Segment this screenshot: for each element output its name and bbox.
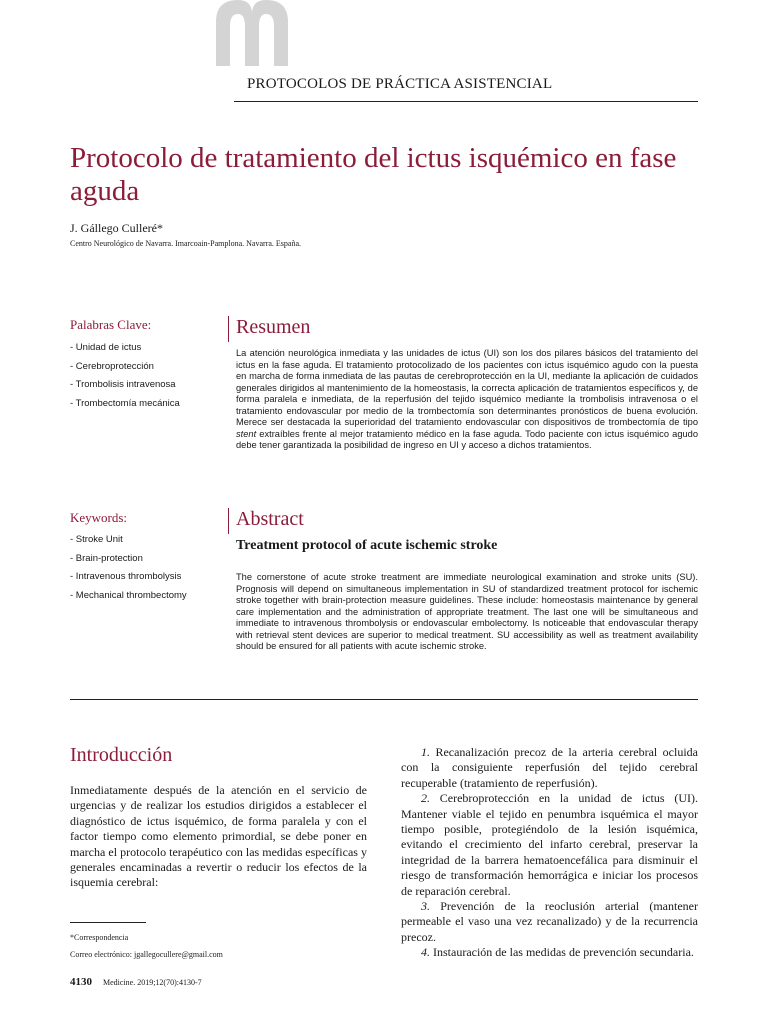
keyword-item: - Intravenous thrombolysis — [70, 571, 182, 582]
resumen-divider — [228, 316, 229, 342]
medicine-logo — [216, 0, 288, 66]
section-label: PROTOCOLOS DE PRÁCTICA ASISTENCIAL — [247, 76, 553, 92]
keyword-item: - Brain-protection — [70, 552, 143, 564]
treatment-step: 3. Prevención de la reoclusión arterial (mantener permeable el vaso una vez recanalizado) y de la recurrencia precoz. — [401, 899, 698, 944]
keywords-es-list — [70, 339, 180, 413]
footnote-rule — [70, 922, 146, 923]
abstract-subtitle: Treatment protocol of acute ischemic stroke — [236, 538, 498, 553]
intro-paragraph: Inmediatamente después de la atención en el servicio de urgencias y de realizar los estudios dirigidos a establecer el diagnóstico de ictus isquémico, de forma paralela y con el factor tiempo como elemento primordial, se debe poner en marcha el protocolo terapéutico con las medidas específicas y generales encaminadas a revertir o reducir los efectos de la isquemia cerebral: — [70, 783, 367, 890]
keywords-es-heading: Palabras Clave: — [70, 317, 152, 332]
keywords-en-heading: Keywords: — [70, 510, 128, 525]
header-rule — [234, 101, 698, 102]
author-affiliation: Centro Neurológico de Navarra. Imarcoain-Pamplona. Navarra. España. — [70, 239, 302, 248]
treatment-step: 1. Recanalización precoz de la arteria cerebral ocluida con la consiguiente reperfusión del tejido cerebral recuperable (tratamiento de reperfusión). — [401, 745, 698, 790]
keywords-en-list — [70, 531, 187, 605]
keyword-item: - Cerebroprotección — [70, 360, 154, 372]
section-rule — [70, 699, 698, 700]
treatment-steps — [401, 745, 698, 961]
abstract-divider — [228, 508, 229, 534]
keyword-item: - Trombectomía mecánica — [70, 397, 180, 409]
keyword-item: - Stroke Unit — [70, 534, 123, 545]
keyword-item: - Trombolisis intravenosa — [70, 379, 176, 390]
footnote-correspondence: *Correspondencia — [70, 933, 129, 942]
abstract-text: The cornerstone of acute stroke treatment are immediate neurological examination and stroke units (SU). Prognosis will depend on simultaneous implementation in SU of standardized treatment protocol for ischemic stroke together with brain-protection measure guidelines. These include: homeostasis maintenance by general care implementation and the administration of appropriate treatment. The last one will be simultaneous and immediate to intravenous thrombolysis or endovascular embolectomy. Is noticeable that endovascular therapy with retrieval stent devices are superior to medical treatment. SU accessibility as well as treatment availability should be ensured for all patients with acute ischemic stroke. — [236, 572, 698, 651]
footnote-email: Correo electrónico: jgallegocullere@gmail.com — [70, 950, 223, 959]
resumen-text: La atención neurológica inmediata y las unidades de ictus (UI) son los dos pilares básicos del tratamiento del ictus en la fase aguda. El tratamiento protocolizado de los pacientes con ictus isquémico agudo con la puesta en marcha de forma inmediata de las pautas de cerebroprotección en la UI, mediante la aplicación de cuidados generales dirigidos al mantenimiento de la homeostasis, la correcta aplicación de tratamientos específicos y, de forma paralela e inmediata, de la reperfusión del tejido isquémico mediante la trombolisis intravenosa o el tratamiento endovascular por medio de la trombectomía son determinantes pronósticos de buena evolución. Merece ser destacada la superioridad del tratamiento endovascular con dispositivos de trombectomía de tipo stent extraíbles frente al mejor tratamiento médico en la fase aguda. Todo paciente con ictus isquémico agudo debe tener garantizada la posibilidad de ingreso en UI y acceso a dichos tratamientos. — [236, 348, 698, 450]
intro-heading: Introducción — [70, 744, 173, 766]
abstract-heading: Abstract — [236, 508, 304, 530]
treatment-step: 4. Instauración de las medidas de prevención secundaria. — [421, 945, 694, 960]
page-number: 4130 — [70, 976, 92, 988]
citation: Medicine. 2019;12(70):4130-7 — [103, 978, 202, 987]
author-name: J. Gállego Culleré* — [70, 221, 163, 235]
article-title: Protocolo de tratamiento del ictus isquémico en fase aguda — [70, 142, 677, 207]
keyword-item: - Unidad de ictus — [70, 342, 142, 353]
keyword-item: - Mechanical thrombectomy — [70, 589, 187, 601]
resumen-heading: Resumen — [236, 316, 311, 338]
treatment-step: 2. Cerebroprotección en la unidad de ictus (UI). Mantener viable el tejido en penumbra isquémica el mayor tiempo posible, protegiéndolo de la lesión isquémica, evitando el crecimiento del infarto cerebral, preservar la integridad de la barrera hematoencefálica para disminuir el riesgo de transformación hemorrágica e iniciar los procesos de reparación cerebral. — [401, 791, 698, 898]
